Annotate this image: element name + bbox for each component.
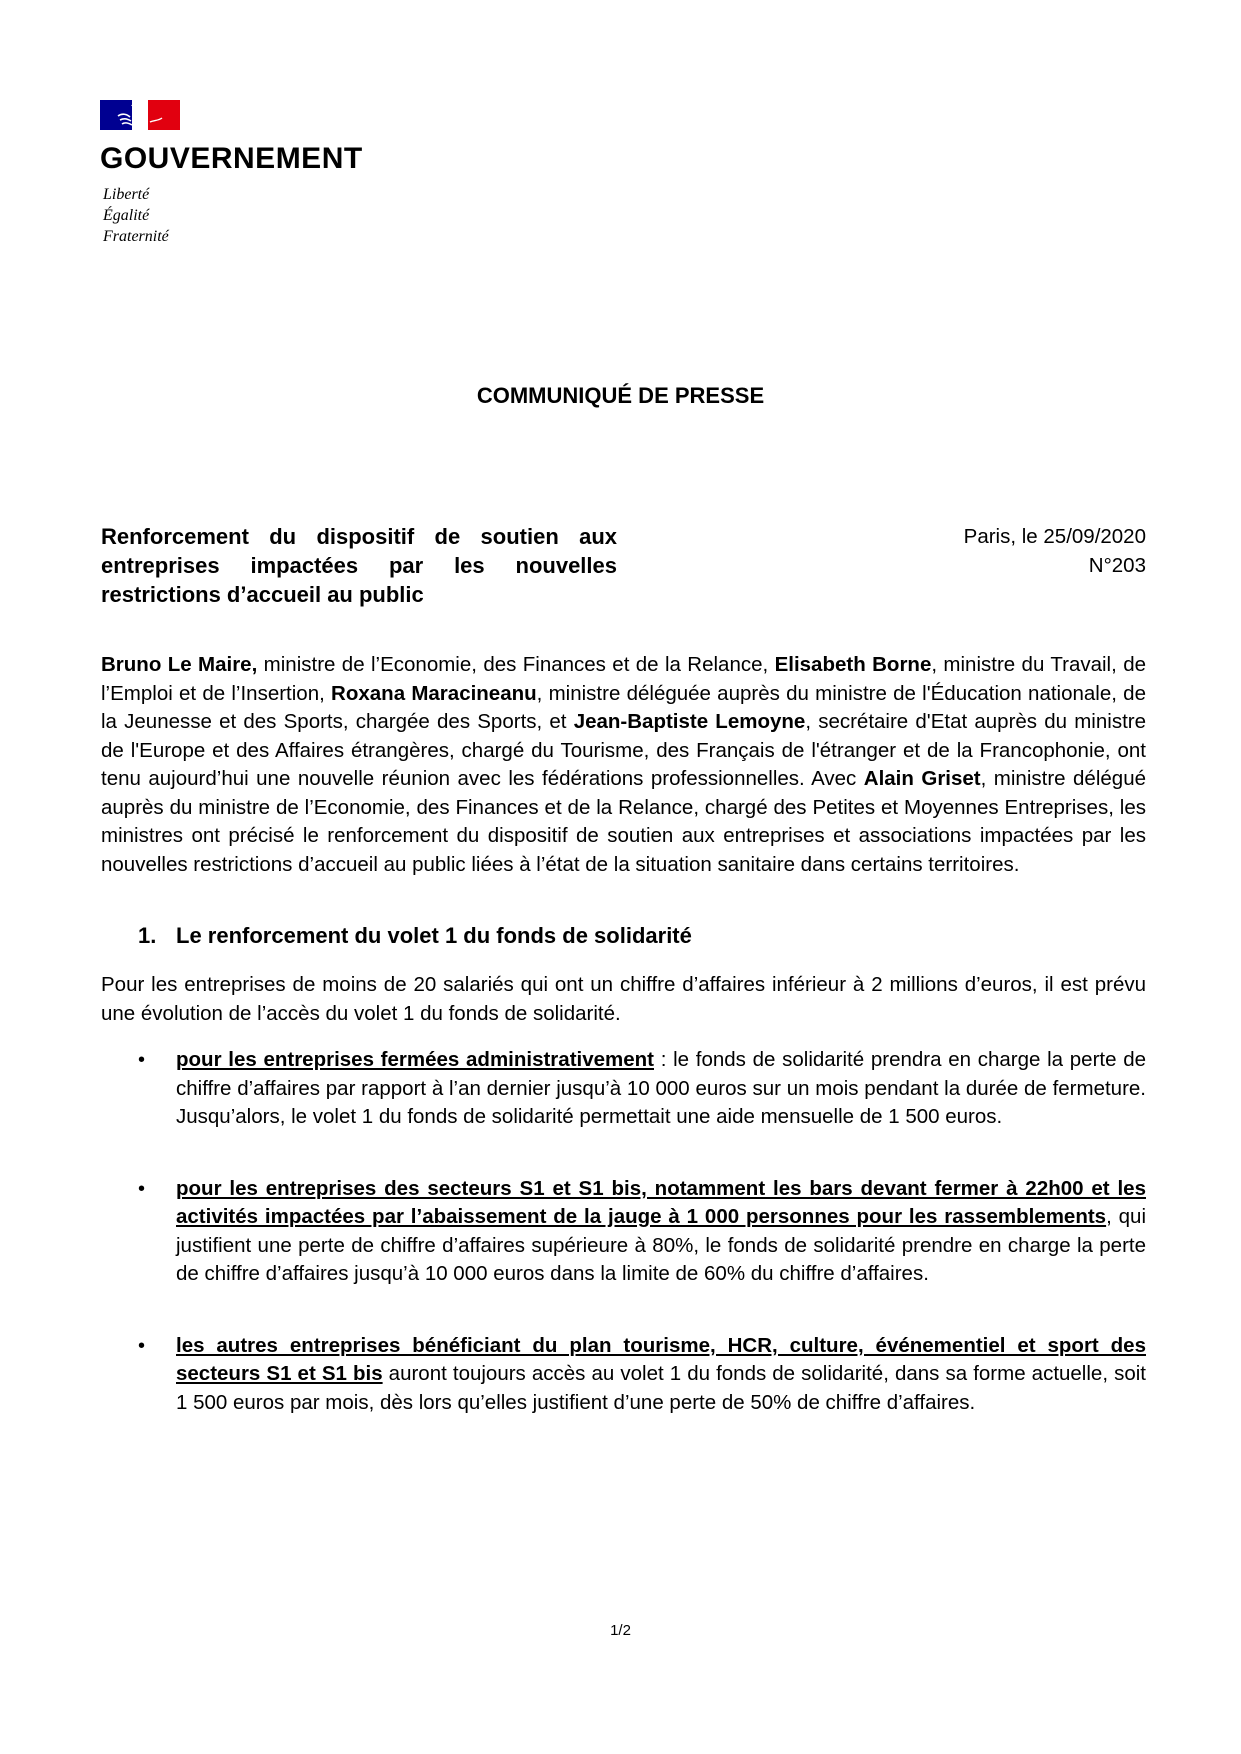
list-item: [176, 1332, 1146, 1418]
release-number: N°203: [1088, 554, 1146, 577]
intro-text: , ministre du Travail, de l’Emploi et de l’Insertion,: [101, 653, 1146, 705]
minister-name: Alain Griset: [863, 767, 981, 790]
section-number: 1.: [138, 923, 157, 948]
bullet-text: , qui justifient une perte de chiffre d’affaires supérieure à 80%, le fonds de solidarité prendre en charge la perte de chiffre d’affaires jusqu’à 10 000 euros dans la limite de 60% du chiffre d’affaires.: [176, 1205, 1147, 1285]
bullet-text: auront toujours accès au volet 1 du fonds de solidarité, dans sa forme actuelle, soit 1 500 euros par mois, dès lors qu’elles justifient d’une perte de 50% de chiffre d’affaires.: [176, 1362, 1146, 1414]
list-item: [176, 1046, 1146, 1132]
intro-text: , secrétaire d'Etat auprès du ministre de l'Europe et des Affaires étrangères, chargé du Tourisme, des Français de l'étranger et de la Francophonie, ont tenu aujourd’hui une nouvelle réunion avec les fédérations professionnelles. Avec: [101, 710, 1146, 790]
page-number: 1/2: [610, 1622, 631, 1639]
marianne-flag-icon: [100, 100, 180, 130]
intro-text: ministre de l’Economie, des Finances et de la Relance,: [257, 653, 775, 676]
dateline: [964, 522, 1146, 580]
minister-name: Bruno Le Maire,: [101, 653, 258, 676]
list-item: [176, 1175, 1146, 1289]
minister-name: Roxana Maracineanu: [331, 681, 537, 705]
intro-paragraph: [101, 651, 1146, 879]
section-title: Le renforcement du volet 1 du fonds de solidarité: [176, 923, 692, 948]
logo-wordmark: GOUVERNEMENT: [100, 142, 363, 175]
motto-fraternite: Fraternité: [103, 228, 169, 245]
intro-text: , ministre délégué auprès du ministre de l’Economie, des Finances et de la Relance, chargé des Petites et Moyennes Entreprises, les ministres ont précisé le renforcement du dispositif de soutien aux entreprises et associations impactées par les nouvelles restrictions d’accueil au public liées à l’état de la situation sanitaire dans certains territoires.: [101, 767, 1146, 876]
place-date: Paris, le 25/09/2020: [963, 525, 1146, 548]
document-type: COMMUNIQUÉ DE PRESSE: [476, 383, 765, 408]
bullet-list: [176, 1046, 1146, 1460]
motto-liberte: Liberté: [103, 186, 150, 203]
government-logo: [100, 100, 363, 245]
bullet-emphasis: les autres entreprises bénéficiant du plan tourisme, HCR, culture, événementiel et sport des secteurs S1 et S1 bis: [176, 1333, 1146, 1385]
bullet-emphasis: pour les entreprises des secteurs S1 et S1 bis, notamment les bars devant fermer à 22h00 et les activités impactées par l’abaissement de la jauge à 1 000 personnes pour les rassemblements: [176, 1176, 1146, 1228]
bullet-emphasis: pour les entreprises fermées administrativement: [176, 1048, 654, 1071]
bullet-text: : le fonds de solidarité prendra en charge la perte de chiffre d’affaires par rapport à l’an dernier jusqu’à 10 000 euros sur un mois pendant la durée de fermeture. Jusqu’alors, le volet 1 du fonds de solidarité permettait une aide mensuelle de 1 500 euros.: [176, 1048, 1146, 1128]
section-heading: [138, 922, 692, 950]
intro-text: , ministre déléguée auprès du ministre de l'Éducation nationale, de la Jeunesse et des Sports, chargée des Sports, et: [101, 681, 1146, 733]
section-lead: Pour les entreprises de moins de 20 salariés qui ont un chiffre d’affaires inférieur à 2 millions d’euros, il est prévu une évolution de l’accès du volet 1 du fonds de solidarité.: [101, 973, 1146, 1025]
motto-egalite: Égalité: [103, 207, 150, 224]
minister-name: Jean-Baptiste Lemoyne: [573, 710, 806, 733]
logo-motto: [103, 184, 169, 247]
headline: Renforcement du dispositif de soutien aux entreprises impactées par les nouvelles restrictions d’accueil au public: [101, 524, 617, 607]
minister-name: Elisabeth Borne: [774, 653, 932, 676]
